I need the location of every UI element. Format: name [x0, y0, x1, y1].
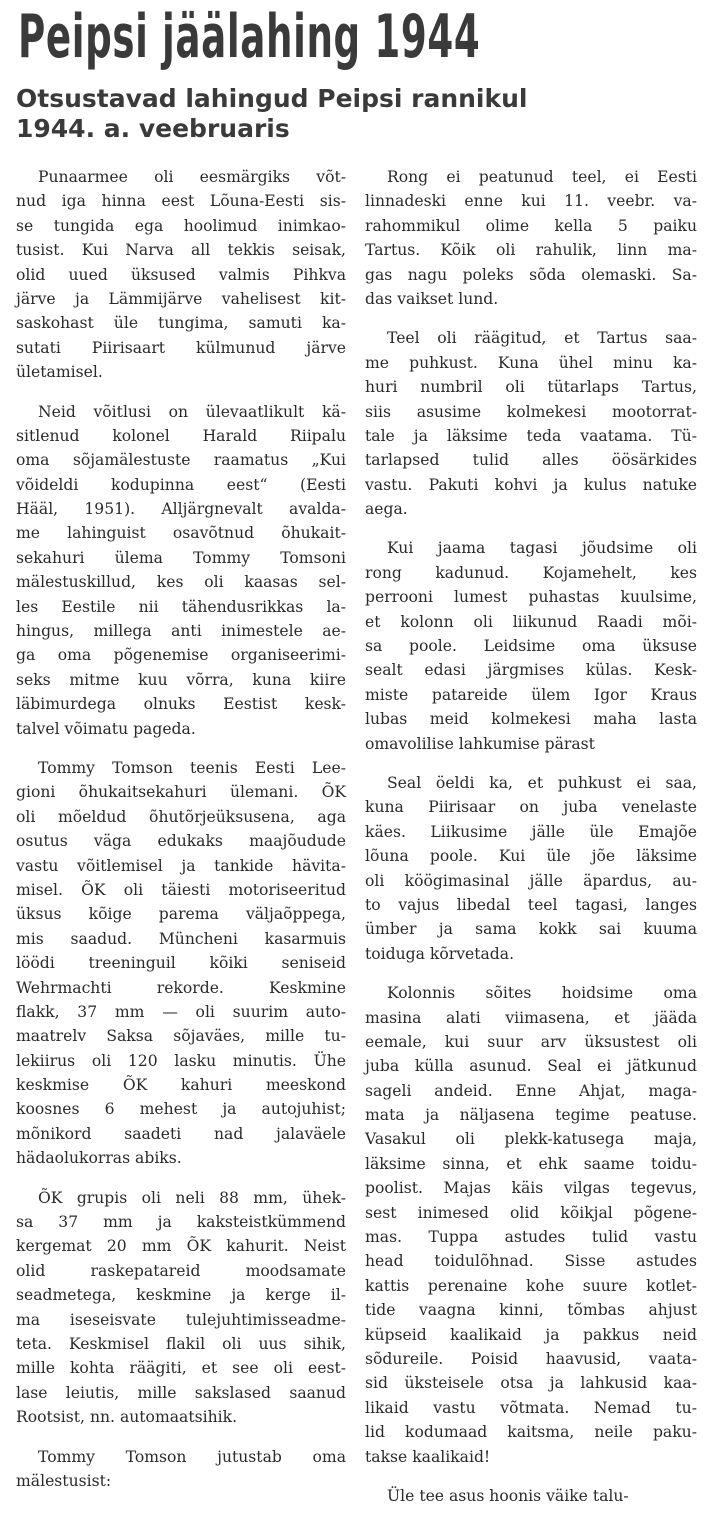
text-line: sõdureile. Poisid haavusid, vaata- [365, 1349, 697, 1368]
text-line: Hääl, 1951). Alljärgnevalt avalda- [16, 500, 346, 519]
text-line: küpseid kaalikaid ja pakkus neid [365, 1325, 697, 1344]
paragraph [16, 1445, 346, 1494]
text-line: Tommy Tomson teenis Eesti Lee- [38, 758, 346, 777]
text-line: toiduga kõrvetada. [365, 944, 515, 963]
paragraph [365, 1484, 697, 1508]
text-line: nud iga hinna eest Lõuna-Eesti sis- [16, 192, 346, 211]
text-line: tale ja läksime teda vaatama. Tü- [365, 426, 697, 445]
text-line: gioni õhukaitsekahuri ülemani. ÕK [16, 783, 346, 802]
text-line: sitlenud kolonel Harald Riipalu [16, 426, 346, 445]
text-line: sid üksteisele otsa ja lahkusid kaa- [365, 1374, 697, 1393]
text-line: maatrelv Saksa sõjaväes, mille tu- [16, 1027, 346, 1046]
text-line: sekahuri ülema Tommy Tomsoni [16, 548, 346, 567]
left-column [16, 165, 346, 1508]
text-line: vastu. Pakuti kohvi ja kulus natuke [365, 475, 697, 494]
text-line: me puhkust. Kuna ühel minu ka- [365, 353, 697, 372]
paragraph [365, 536, 697, 756]
text-line: flakk, 37 mm — oli suurim auto- [16, 1002, 346, 1021]
text-line: seadmetega, keskmine ja kerge il- [16, 1286, 346, 1305]
text-line: vastu võitlemisel ja tankide hävita- [16, 856, 346, 875]
text-line: kergemat 20 mm ÕK kahurit. Neist [16, 1237, 346, 1256]
text-line: läbimurdega olnuks Eestist kesk- [16, 695, 346, 714]
text-line: masina alati viimasena, et jääda [365, 1008, 697, 1027]
text-line: mis saadud. Müncheni kasarmuis [16, 929, 346, 948]
text-line: oli mõeldud õhutõrjeüksusena, aga [16, 807, 346, 826]
text-line: seks mitme kuu võrra, kuna kiire [16, 670, 346, 689]
text-line: ümber ja sama kokk sai kuuma [365, 920, 697, 939]
text-line: Neid võitlusi on ülevaatlikult kä- [38, 402, 346, 421]
paragraph [16, 1186, 346, 1430]
text-line: Tartus. Kõik oli rahulik, linn ma- [365, 241, 697, 260]
text-line: huri numbril oli tütarlaps Tartus, [365, 378, 697, 397]
text-line: hingus, millega anti inimestele ae- [16, 622, 346, 641]
text-line: Seal öeldi ka, et puhkust ei saa, [387, 773, 697, 792]
text-line: gas nagu poleks sõda olemaski. Sa- [365, 265, 697, 284]
text-line: et kolonn oli liikunud Raadi mõi- [365, 612, 697, 631]
text-line: mas. Tuppa astudes tulid vastu [365, 1228, 697, 1247]
text-line: miste patareide ülem Igor Kraus [365, 685, 697, 704]
paragraph [16, 165, 346, 385]
text-line: aega. [365, 500, 408, 519]
text-line: das vaikset lund. [365, 289, 499, 308]
text-line: mälestusist: [16, 1471, 112, 1490]
text-line: olid uued üksused valmis Pihkva [16, 265, 346, 284]
text-line: lõuna poole. Kui üle jõe läksime [365, 847, 697, 866]
text-line: sa 37 mm ja kaksteistkümmend [16, 1213, 346, 1232]
text-line: lekiirus oli 120 lasku minutis. Ühe [16, 1051, 346, 1070]
paragraph [16, 756, 346, 1171]
text-line: oma sõjamälestuste raamatus „Kui [16, 451, 346, 470]
text-line: ületamisel. [16, 363, 103, 382]
text-line: koosnes 6 mehest ja autojuhist; [16, 1100, 346, 1119]
text-line: olid raskepatareid moodsamate [16, 1261, 346, 1280]
text-line: ma iseseisvate tulejuhtimisseadme- [16, 1310, 346, 1329]
text-line: tusist. Kui Narva all tekkis seisak, [16, 241, 346, 260]
text-line: ÕK grupis oli neli 88 mm, ühek- [38, 1188, 346, 1207]
text-line: keskmise ÕK kahuri meeskond [16, 1076, 346, 1095]
subheadline [16, 84, 528, 144]
text-line: rong kadunud. Kojamehelt, kes [365, 563, 697, 582]
text-line: Üle tee asus hoonis väike talu- [387, 1486, 629, 1505]
text-line: Punaarmee oli eesmärgiks võt- [38, 168, 346, 186]
text-line: juba külla asunud. Seal ei jätkunud [365, 1057, 697, 1076]
text-line: Vasakul oli plekk-katusega maja, [365, 1130, 697, 1149]
text-line: Rong ei peatunud teel, ei Eesti [387, 168, 697, 186]
text-line: lubas meid kolmekesi maha lasta [365, 710, 697, 729]
text-line: sealt edasi järgmises külas. Kesk- [365, 661, 697, 680]
text-line: talvel võimatu pageda. [16, 719, 196, 738]
text-line: teta. Keskmisel flakil oli uus sihik, [16, 1334, 346, 1353]
text-line: perrooni lumest puhastas kuulsime, [365, 588, 697, 607]
text-line: sageli andeid. Enne Ahjat, maga- [365, 1081, 697, 1100]
text-line: rahommikul olime kella 5 paiku [365, 216, 697, 235]
text-line: hädaolukorras abiks. [16, 1149, 182, 1168]
text-line: osutus väga edukaks maajõudude [16, 832, 346, 851]
text-line: eemale, kui suur arv üksustest oli [365, 1032, 697, 1051]
text-line: tarlapsed tulid alles öösärkides [365, 451, 697, 470]
text-line: Rootsist, nn. automaatsihik. [16, 1408, 238, 1427]
text-line: läksime sinna, et ehk saame toidu- [365, 1154, 697, 1173]
text-line: omavolilise lahkumise pärast [365, 734, 595, 753]
text-line: Wehrmachti rekorde. Keskmine [16, 978, 346, 997]
text-line: head toidulõhnad. Sisse astudes [365, 1252, 697, 1271]
text-line: Teel oli räägitud, et Tartus saa- [387, 329, 697, 348]
text-line: misel. ÕK oli täiesti motoriseeritud [16, 880, 346, 899]
text-line: Kui jaama tagasi jõudsime oli [387, 539, 697, 558]
subheadline-line: 1944. a. veebruaris [16, 114, 290, 143]
text-line: me lahinguist osavõtnud õhukait- [16, 524, 346, 543]
paragraph [365, 981, 697, 1469]
text-line: saskohast üle tungima, samuti ka- [16, 314, 346, 333]
text-line: se tungida ega hoolimud inimkao- [16, 216, 346, 235]
text-line: mata ja näljasena tegime peatuse. [365, 1106, 697, 1125]
text-line: sa poole. Leidsime oma üksuse [365, 637, 697, 656]
text-line: üksus kõige parema väljaõppega, [16, 905, 346, 924]
paragraph [365, 326, 697, 521]
text-line: tide vaagna kinni, tõmbas ahjust [365, 1301, 697, 1320]
text-line: oli köögimasinal jälle äpardus, au- [365, 871, 697, 890]
paragraph [16, 400, 346, 741]
text-line: poolist. Majas käis vilgas tegevus, [365, 1179, 697, 1198]
text-line: ga oma põgenemise organiseerimi- [16, 646, 346, 665]
text-line: löödi treeninguil kõiki seniseid [16, 954, 346, 973]
text-line: kuna Piirisaar on juba venelaste [365, 798, 697, 817]
text-line: lid kodumaad kaitsma, neile paku- [365, 1423, 697, 1442]
right-column [365, 165, 697, 1523]
headline: Peipsi jäälahing 1944 [18, 2, 481, 72]
text-line: lase leiutis, mille sakslased saanud [16, 1383, 346, 1402]
text-line: võideldi kodupinna eest“ (Eesti [16, 475, 346, 494]
text-line: mille kohta räägiti, et see oli eest- [16, 1359, 346, 1378]
paragraph [365, 771, 697, 966]
text-line: linnadeski enne kui 11. veebr. va- [365, 192, 697, 211]
text-line: käes. Liikusime jälle üle Emajõe [365, 822, 697, 841]
text-line: siis asusime kolmekesi mootorrat- [365, 402, 697, 421]
text-line: likaid vastu võtmata. Nemad tu- [365, 1398, 697, 1417]
text-line: to vajus libedal teel tagasi, langes [365, 895, 697, 914]
subheadline-line: Otsustavad lahingud Peipsi rannikul [16, 84, 528, 113]
text-line: sutati Piirisaart külmunud järve [16, 338, 346, 357]
text-line: kattis perenaine kohe suure kotlet- [365, 1276, 697, 1295]
paragraph [365, 165, 697, 311]
text-line: mõnikord saadeti nad jalaväele [16, 1124, 346, 1143]
text-line: Tommy Tomson jutustab oma [38, 1447, 346, 1466]
text-line: Kolonnis sõites hoidsime oma [387, 984, 697, 1003]
text-line: järve ja Lämmijärve vahelisest kit- [16, 289, 346, 308]
text-line: mälestuskillud, kes oli kaasas sel- [16, 573, 346, 592]
text-line: sest inimesed olid kõikjal põgene- [365, 1203, 697, 1222]
text-line: takse kaalikaid! [365, 1447, 491, 1466]
text-line: les Eestile nii tähendusrikkas la- [16, 597, 346, 616]
